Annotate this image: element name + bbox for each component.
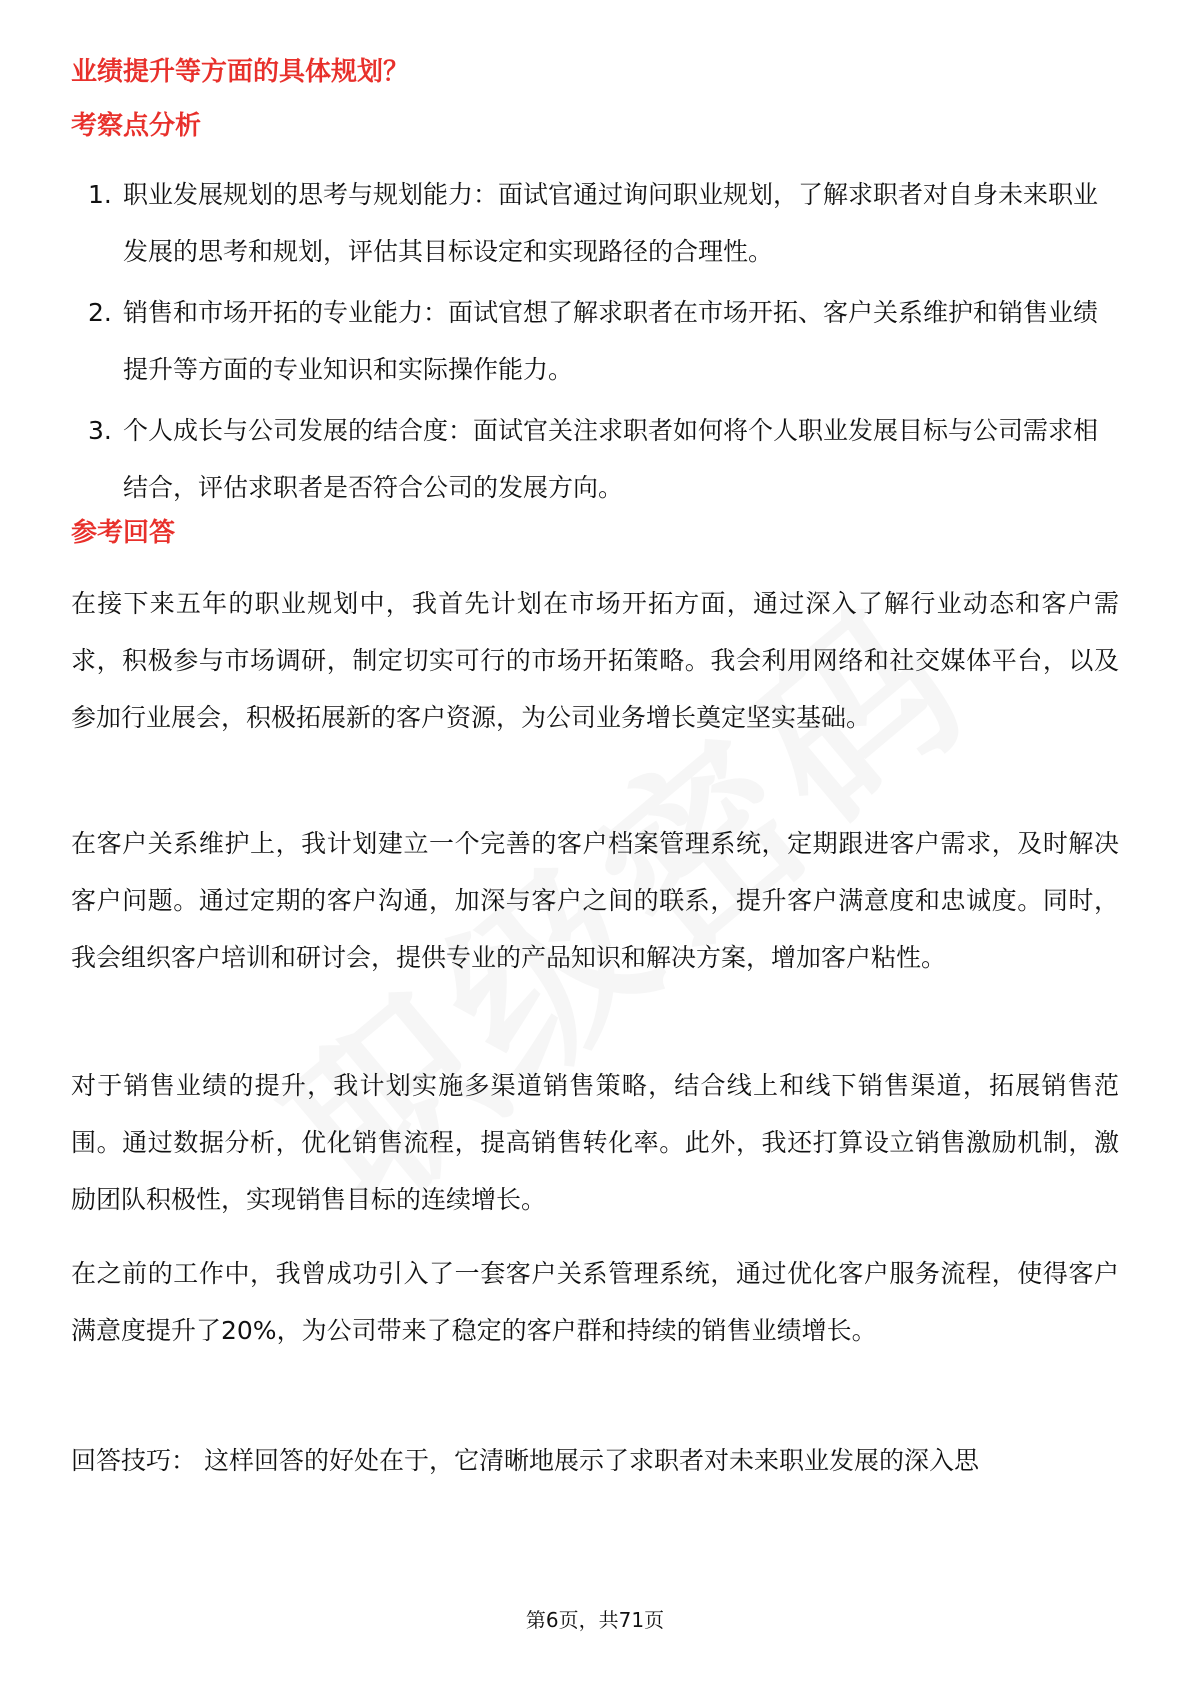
list-item-number: 3. bbox=[88, 416, 112, 445]
answer-paragraph: 在客户关系维护上，我计划建立一个完善的客户档案管理系统，定期跟进客户需求，及时解决客户问题。通过定期的客户沟通，加深与客户之间的联系，提升客户满意度和忠诚度。同时，我会组织客户培训和研讨会，提供专业的产品知识和解决方案，增加客户粘性。 bbox=[71, 829, 1119, 972]
analysis-list bbox=[71, 166, 1119, 520]
analysis-heading: 考察点分析 bbox=[71, 111, 202, 141]
page-number: 第6页，共71页 bbox=[525, 1608, 665, 1632]
question-heading: 业绩提升等方面的具体规划？ bbox=[71, 57, 410, 87]
answer-paragraph: 在接下来五年的职业规划中，我首先计划在市场开拓方面，通过深入了解行业动态和客户需求，积极参与市场调研，制定切实可行的市场开拓策略。我会利用网络和社交媒体平台，以及参加行业展会，积极拓展新的客户资源，为公司业务增长奠定坚实基础。 bbox=[71, 589, 1119, 732]
list-item-text: 销售和市场开拓的专业能力：面试官想了解求职者在市场开拓、客户关系维护和销售业绩提升等方面的专业知识和实际操作能力。 bbox=[123, 298, 1099, 384]
list-item-number: 1. bbox=[88, 180, 112, 209]
answer-heading: 参考回答 bbox=[71, 518, 176, 548]
list-item bbox=[71, 166, 1119, 280]
list-item-number: 2. bbox=[88, 298, 112, 327]
answer-tips: 回答技巧： 这样回答的好处在于，它清晰地展示了求职者对未来职业发展的深入思 bbox=[71, 1446, 979, 1475]
list-item bbox=[71, 402, 1119, 516]
answer-paragraph: 对于销售业绩的提升，我计划实施多渠道销售策略，结合线上和线下销售渠道，拓展销售范围。通过数据分析，优化销售流程，提高销售转化率。此外，我还打算设立销售激励机制，激励团队积极性，实现销售目标的连续增长。 bbox=[71, 1071, 1119, 1214]
list-item-text: 职业发展规划的思考与规划能力：面试官通过询问职业规划，了解求职者对自身未来职业发展的思考和规划，评估其目标设定和实现路径的合理性。 bbox=[123, 180, 1099, 266]
answer-paragraph: 在之前的工作中，我曾成功引入了一套客户关系管理系统，通过优化客户服务流程，使得客户满意度提升了20%，为公司带来了稳定的客户群和持续的销售业绩增长。 bbox=[71, 1259, 1119, 1345]
list-item bbox=[71, 284, 1119, 398]
list-item-text: 个人成长与公司发展的结合度：面试官关注求职者如何将个人职业发展目标与公司需求相结合，评估求职者是否符合公司的发展方向。 bbox=[123, 416, 1099, 502]
